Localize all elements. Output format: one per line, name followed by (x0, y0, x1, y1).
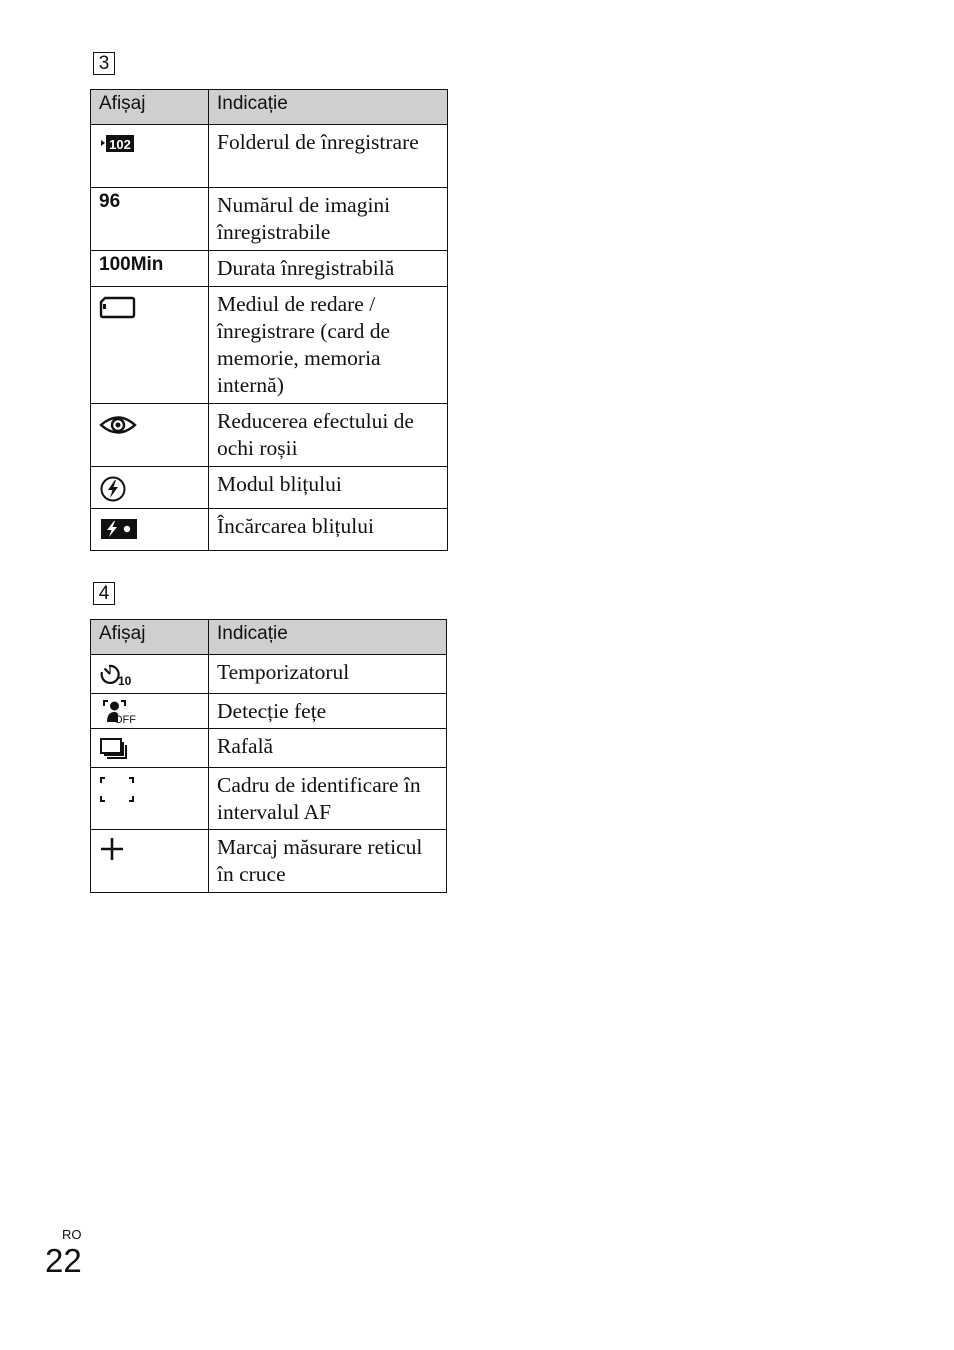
table-row (91, 768, 447, 830)
table-header-row (91, 620, 447, 655)
display-cell (91, 694, 209, 729)
header-display: Afișaj (91, 90, 209, 125)
flash-charging-icon (99, 517, 139, 541)
table-row (91, 125, 448, 188)
svg-text:102: 102 (109, 137, 131, 152)
display-cell (91, 467, 209, 509)
description-cell: Durata înregistrabilă (209, 251, 448, 287)
description-cell: Reducerea efectului de ochi roșii (209, 404, 448, 467)
page-number: 22 (45, 1242, 82, 1279)
section-number-4: 4 (93, 582, 115, 605)
table-row (91, 404, 448, 467)
header-indication: Indicație (209, 90, 448, 125)
display-cell (91, 655, 209, 694)
description-cell: Marcaj măsurare reticul în cruce (209, 830, 447, 893)
flash-mode-icon (99, 475, 129, 503)
table-row (91, 655, 447, 694)
folder-102-icon (99, 133, 137, 155)
recording-time-value: 100Min (99, 254, 164, 275)
description-cell: Detecție fețe (209, 694, 447, 729)
table-row (91, 467, 448, 509)
header-display: Afișaj (91, 620, 209, 655)
spot-metering-cross-icon (99, 838, 127, 866)
language-code: RO (62, 1227, 82, 1242)
display-cell (91, 287, 209, 404)
table-row (91, 694, 447, 729)
section-number-3: 3 (93, 52, 115, 75)
display-cell (91, 509, 209, 551)
svg-text:10: 10 (118, 674, 132, 687)
af-range-frame-icon (99, 776, 137, 806)
table-row (91, 287, 448, 404)
description-cell: Mediul de redare / înregistrare (card de memorie, memoria internă) (209, 287, 448, 404)
description-cell: Rafală (209, 729, 447, 768)
table-row (91, 729, 447, 768)
display-cell (91, 729, 209, 768)
display-cell (91, 125, 209, 188)
display-cell (91, 404, 209, 467)
description-cell: Modul blițului (209, 467, 448, 509)
table-row (91, 188, 448, 251)
table-row (91, 509, 448, 551)
description-cell: Temporizatorul (209, 655, 447, 694)
display-cell (91, 830, 209, 893)
svg-text:OFF: OFF (114, 714, 136, 724)
table-row (91, 830, 447, 893)
display-cell (91, 768, 209, 830)
display-cell (91, 188, 209, 251)
self-timer-10-icon (99, 663, 137, 687)
image-count-value: 96 (99, 191, 121, 212)
header-indication: Indicație (209, 620, 447, 655)
indication-table-4 (90, 619, 447, 893)
burst-icon (99, 737, 131, 763)
description-cell: Încărcarea blițului (209, 509, 448, 551)
face-detection-off-icon (99, 698, 139, 724)
table-row (91, 251, 448, 287)
display-cell (91, 251, 209, 287)
memory-card-icon (99, 295, 137, 321)
description-cell: Numărul de imagini înregistrabile (209, 188, 448, 251)
description-cell: Folderul de înregistrare (209, 125, 448, 188)
description-cell: Cadru de identificare în intervalul AF (209, 768, 447, 830)
table-header-row (91, 90, 448, 125)
red-eye-icon (99, 412, 137, 438)
indication-table-3 (90, 89, 448, 551)
